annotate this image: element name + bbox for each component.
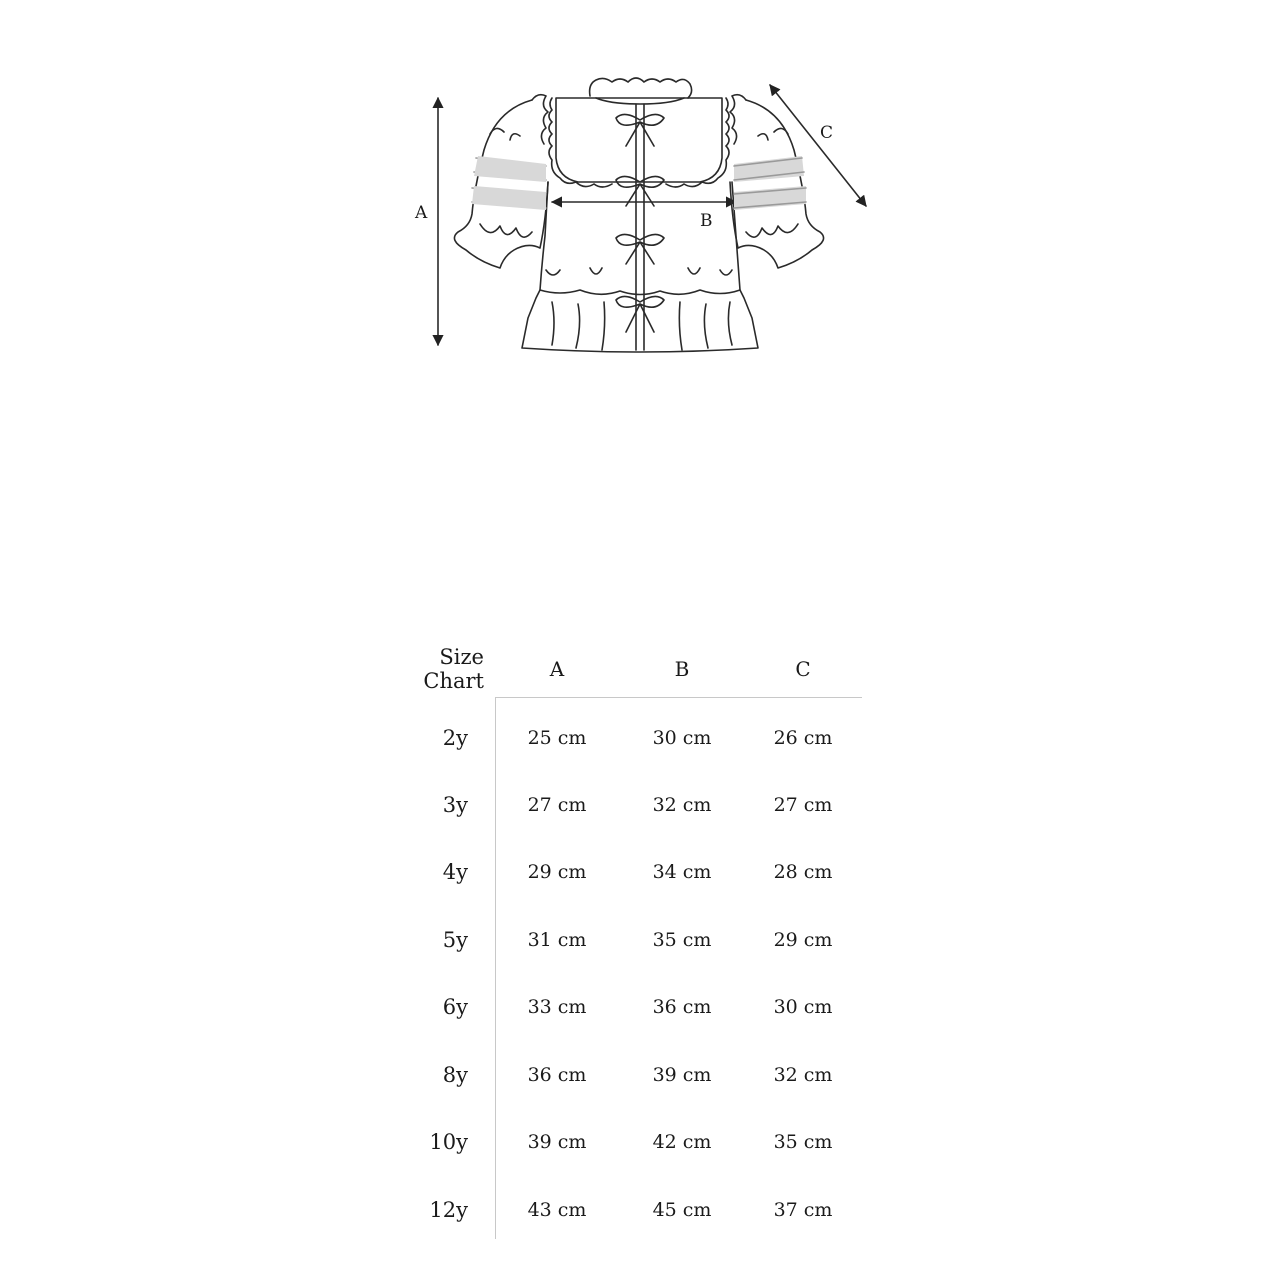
measurement-a-cell: 39 cm bbox=[527, 1131, 587, 1153]
measurement-a-cell: 25 cm bbox=[527, 727, 587, 749]
size-cell: 10y bbox=[429, 1130, 468, 1154]
table-row bbox=[400, 718, 870, 758]
size-cell: 4y bbox=[442, 860, 468, 884]
right-sleeve bbox=[730, 100, 824, 268]
measurement-a-cell: 33 cm bbox=[527, 996, 587, 1018]
left-sleeve bbox=[454, 100, 548, 268]
measurement-b-cell: 30 cm bbox=[652, 727, 712, 749]
measurement-c-cell: 30 cm bbox=[773, 996, 833, 1018]
measurement-a-cell: 43 cm bbox=[527, 1199, 587, 1221]
table-row bbox=[400, 1122, 870, 1162]
measurement-c-cell: 37 cm bbox=[773, 1199, 833, 1221]
yoke bbox=[556, 98, 722, 182]
size-cell: 6y bbox=[442, 995, 468, 1019]
blouse-sketch bbox=[0, 0, 1280, 400]
measurement-b-cell: 39 cm bbox=[652, 1064, 712, 1086]
table-row bbox=[400, 852, 870, 892]
size-cell: 12y bbox=[429, 1198, 468, 1222]
measurement-a-cell: 27 cm bbox=[527, 794, 587, 816]
size-chart-title-line2: Chart bbox=[423, 669, 484, 693]
table-row bbox=[400, 1055, 870, 1095]
dimension-label-c: C bbox=[820, 123, 834, 143]
header-divider bbox=[496, 697, 862, 698]
measurement-a-cell: 31 cm bbox=[527, 929, 587, 951]
collar bbox=[590, 78, 692, 98]
measurement-c-cell: 29 cm bbox=[773, 929, 833, 951]
dimension-label-a: A bbox=[415, 203, 428, 223]
size-cell: 5y bbox=[442, 928, 468, 952]
column-header-c: C bbox=[795, 657, 811, 681]
measurement-b-cell: 36 cm bbox=[652, 996, 712, 1018]
table-row bbox=[400, 1190, 870, 1230]
size-cell: 3y bbox=[442, 793, 468, 817]
table-row bbox=[400, 785, 870, 825]
size-chart-table bbox=[400, 640, 870, 1245]
table-row bbox=[400, 987, 870, 1027]
size-cell: 2y bbox=[442, 726, 468, 750]
measurement-c-cell: 32 cm bbox=[773, 1064, 833, 1086]
measurement-a-cell: 29 cm bbox=[527, 861, 587, 883]
dimension-label-b: B bbox=[700, 211, 713, 231]
measurement-c-cell: 35 cm bbox=[773, 1131, 833, 1153]
measurement-c-cell: 28 cm bbox=[773, 861, 833, 883]
measurement-a-cell: 36 cm bbox=[527, 1064, 587, 1086]
measurement-b-cell: 35 cm bbox=[652, 929, 712, 951]
measurement-b-cell: 45 cm bbox=[652, 1199, 712, 1221]
size-chart-title bbox=[400, 645, 484, 693]
column-header-a: A bbox=[549, 657, 565, 681]
measurement-c-cell: 26 cm bbox=[773, 727, 833, 749]
measurement-b-cell: 34 cm bbox=[652, 861, 712, 883]
size-cell: 8y bbox=[442, 1063, 468, 1087]
table-row bbox=[400, 920, 870, 960]
measurement-b-cell: 32 cm bbox=[652, 794, 712, 816]
body-outline bbox=[522, 182, 758, 352]
garment-diagram bbox=[0, 0, 1280, 400]
measurement-c-cell: 27 cm bbox=[773, 794, 833, 816]
measurement-b-cell: 42 cm bbox=[652, 1131, 712, 1153]
size-chart-title-line1: Size bbox=[439, 645, 484, 669]
bows bbox=[616, 114, 664, 332]
column-header-b: B bbox=[674, 657, 690, 681]
